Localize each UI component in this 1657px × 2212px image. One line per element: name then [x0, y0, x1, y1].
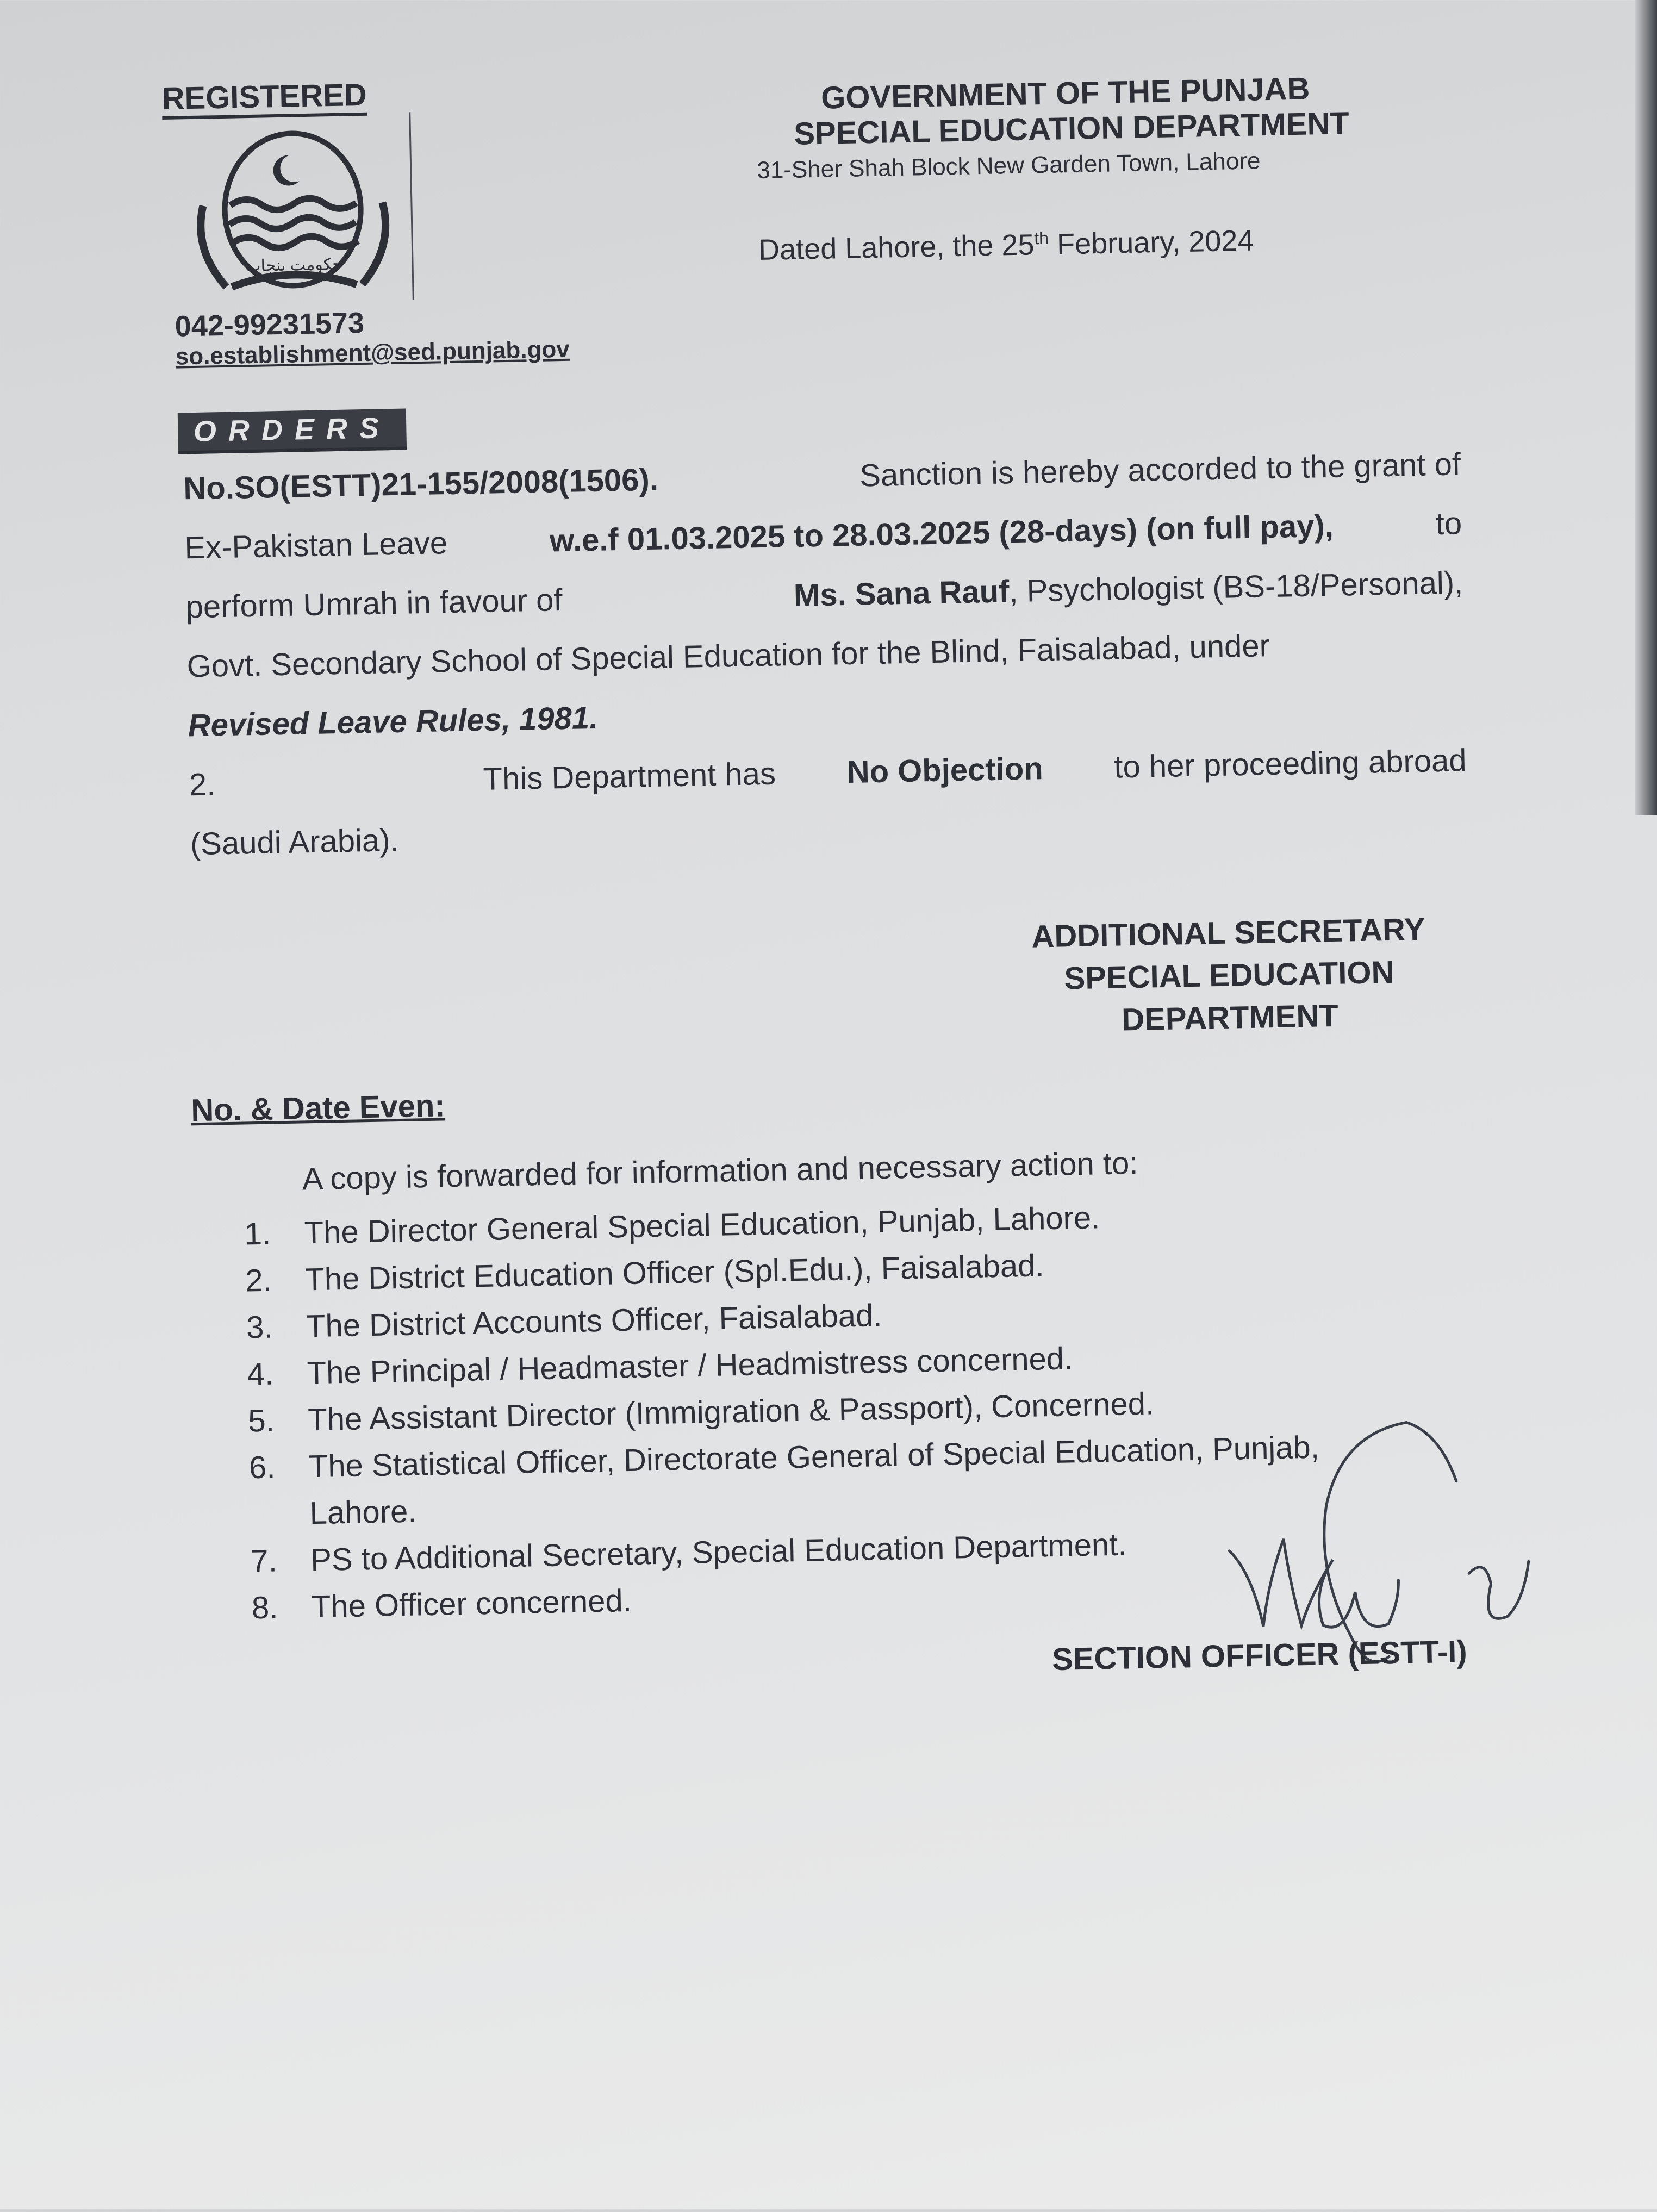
date-line: Dated Lahore, the 25th February, 2024: [758, 224, 1254, 267]
list-item: 5. The Assistant Director (Immigration & Passport), Concerned.: [247, 1386, 1155, 1439]
list-item: Lahore.: [309, 1493, 417, 1531]
orders-heading: ORDERS: [178, 409, 407, 454]
list-item: 4. The Principal / Headmaster / Headmistress concerned.: [247, 1341, 1073, 1392]
svg-text:حکومت پنجاب: حکومت پنجاب: [245, 255, 343, 276]
org-name: GOVERNMENT OF THE PUNJAB: [820, 71, 1310, 116]
list-item: 3. The District Accounts Officer, Faisalabad.: [246, 1298, 882, 1345]
body-line: (Saudi Arabia).: [190, 822, 400, 862]
body-line: Ex-Pakistan Leave w.e.f 01.03.2025 to 28.03.2025 (28-days) (on full pay), to: [184, 506, 1462, 566]
list-item: 7. PS to Additional Secretary, Special Education Department.: [250, 1526, 1127, 1579]
department-name: SPECIAL EDUCATION DEPARTMENT: [793, 105, 1350, 152]
body-line: 2. This Department has No Objection to her proceeding abroad: [189, 743, 1467, 803]
no-date-even-heading: No. & Date Even:: [190, 1088, 446, 1129]
divider: [409, 112, 414, 300]
section-officer-signature-block: SECTION OFFICER (ESTT-I): [1051, 1634, 1468, 1678]
body-line: No.SO(ESTT)21-155/2008(1506). Sanction is hereby accorded to the grant of: [183, 446, 1461, 507]
body-line: perform Umrah in favour of Ms. Sana Rauf, Psychologist (BS-18/Personal),: [185, 565, 1463, 625]
distribution-list: [244, 1191, 1323, 1632]
body-line: Revised Leave Rules, 1981.: [188, 700, 599, 744]
order-body: [183, 434, 1468, 874]
list-item: 1. The Director General Special Education, Punjab, Lahore.: [244, 1200, 1100, 1252]
punjab-emblem-logo: [180, 126, 406, 299]
copy-intro: A copy is forwarded for information and necessary action to:: [302, 1145, 1138, 1197]
phone-number: 042-99231573: [175, 306, 365, 343]
email-address: so.establishment@sed.punjab.gov: [175, 335, 570, 370]
body-line: Govt. Secondary School of Special Education for the Blind, Faisalabad, under: [186, 628, 1270, 684]
registered-label: REGISTERED: [161, 78, 367, 120]
address: 31-Sher Shah Block New Garden Town, Lahore: [756, 147, 1261, 184]
list-item: 2. The District Education Officer (Spl.Edu.), Faisalabad.: [245, 1248, 1045, 1299]
list-item: 6. The Statistical Officer, Directorate General of Special Education, Punjab,: [248, 1429, 1320, 1486]
additional-secretary-signature-block: ADDITIONAL SECRETARY SPECIAL EDUCATION DEPARTMENT: [1031, 911, 1425, 1038]
list-item: 8. The Officer concerned.: [251, 1582, 632, 1626]
